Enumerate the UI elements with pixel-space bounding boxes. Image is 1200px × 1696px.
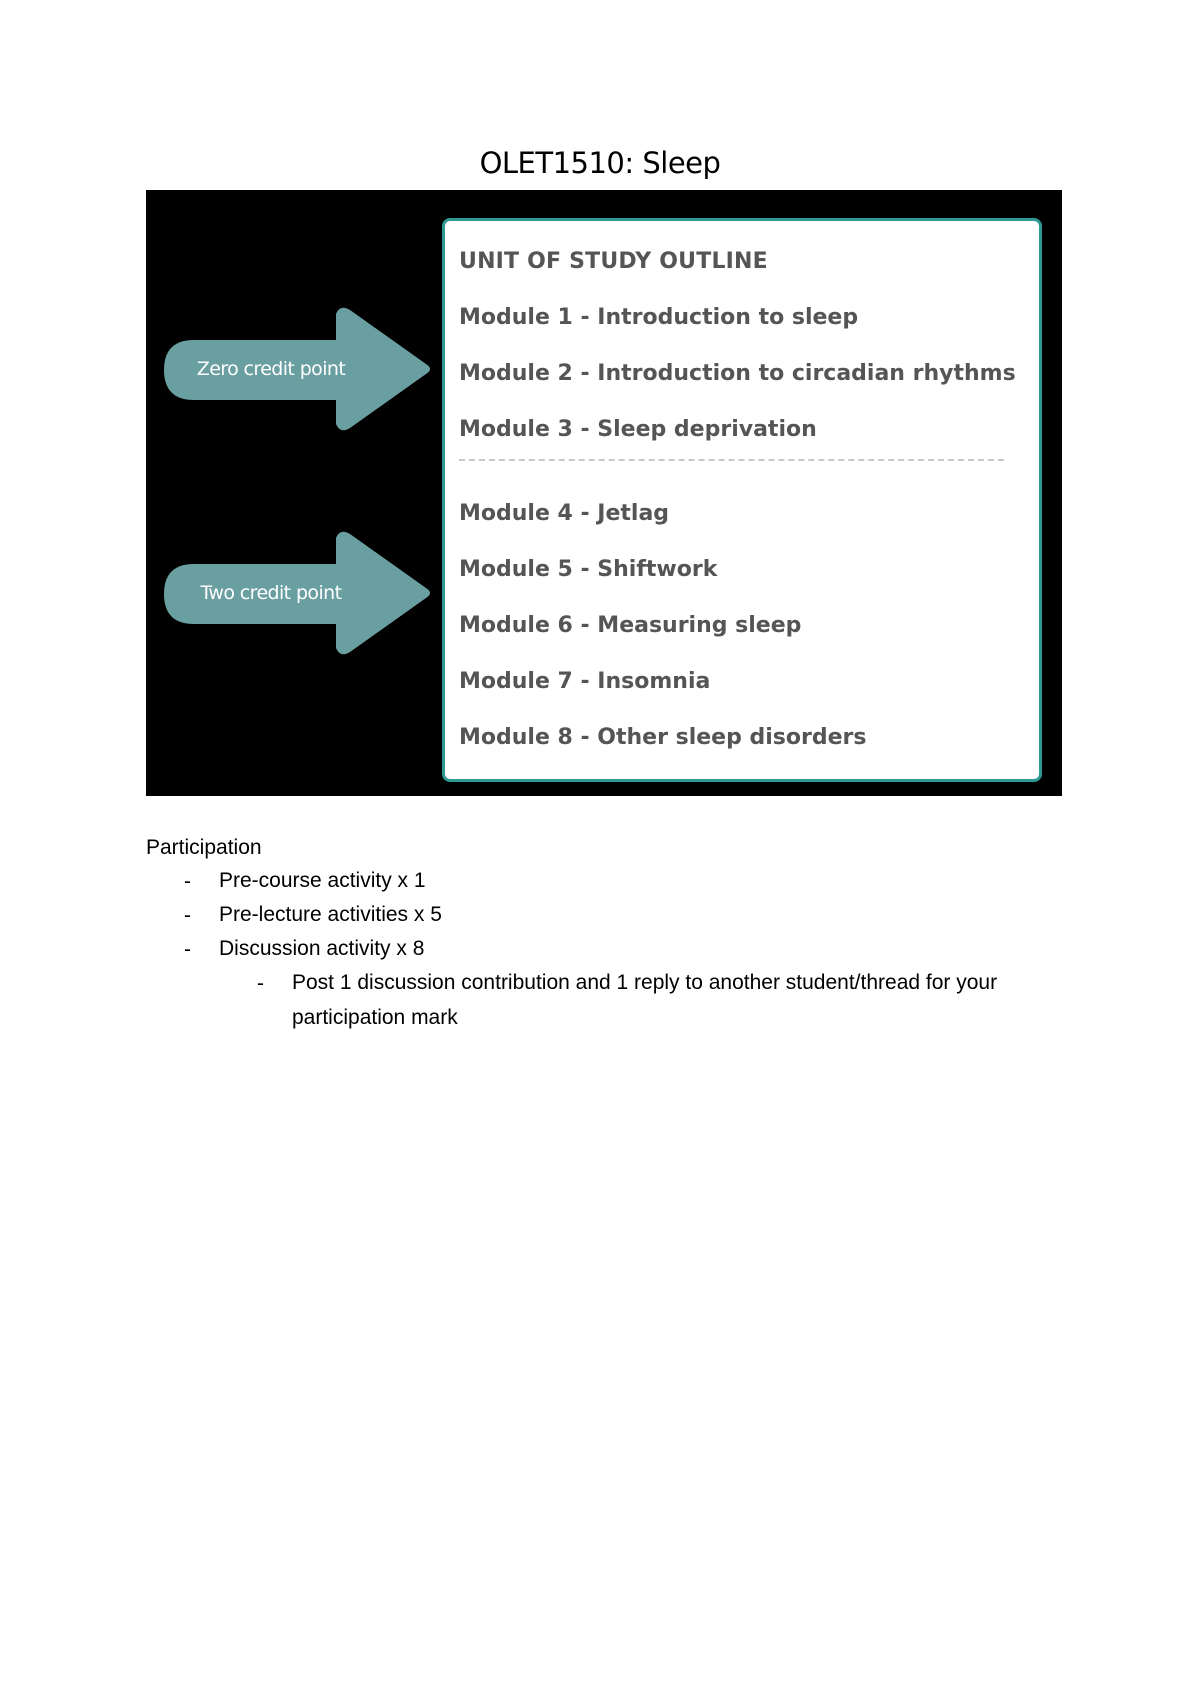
module-item: Module 5 - Shiftwork (459, 557, 718, 582)
dashed-divider (459, 459, 1004, 461)
outline-heading: UNIT OF STUDY OUTLINE (459, 249, 768, 274)
participation-heading: Participation (146, 836, 262, 859)
arrow-label: Zero credit point (196, 358, 346, 380)
module-item: Module 4 - Jetlag (459, 501, 670, 526)
module-item: Module 7 - Insomnia (459, 669, 711, 694)
module-item: Module 3 - Sleep deprivation (459, 417, 817, 442)
sub-bullet-dash: - (257, 972, 264, 995)
bullet-dash: - (184, 870, 191, 893)
module-item: Module 8 - Other sleep disorders (459, 725, 867, 750)
outline-box (442, 218, 1042, 782)
unit-outline-figure (146, 190, 1062, 796)
two-credit-arrow (164, 526, 440, 660)
bullet-dash: - (184, 904, 191, 927)
arrow-label: Two credit point (200, 582, 342, 604)
module-item: Module 1 - Introduction to sleep (459, 305, 859, 330)
document-title: OLET1510: Sleep (479, 146, 721, 180)
zero-credit-arrow (164, 302, 440, 436)
participation-bullet: Discussion activity x 8 (219, 937, 425, 960)
participation-sub-bullet: Post 1 discussion contribution and 1 reply to another student/thread for your participation mark (292, 971, 998, 1029)
module-item: Module 6 - Measuring sleep (459, 613, 802, 638)
participation-bullet: Pre-course activity x 1 (219, 869, 426, 892)
bullet-dash: - (184, 938, 191, 961)
participation-bullet: Pre-lecture activities x 5 (219, 903, 442, 926)
module-item: Module 2 - Introduction to circadian rhythms (459, 361, 1016, 386)
